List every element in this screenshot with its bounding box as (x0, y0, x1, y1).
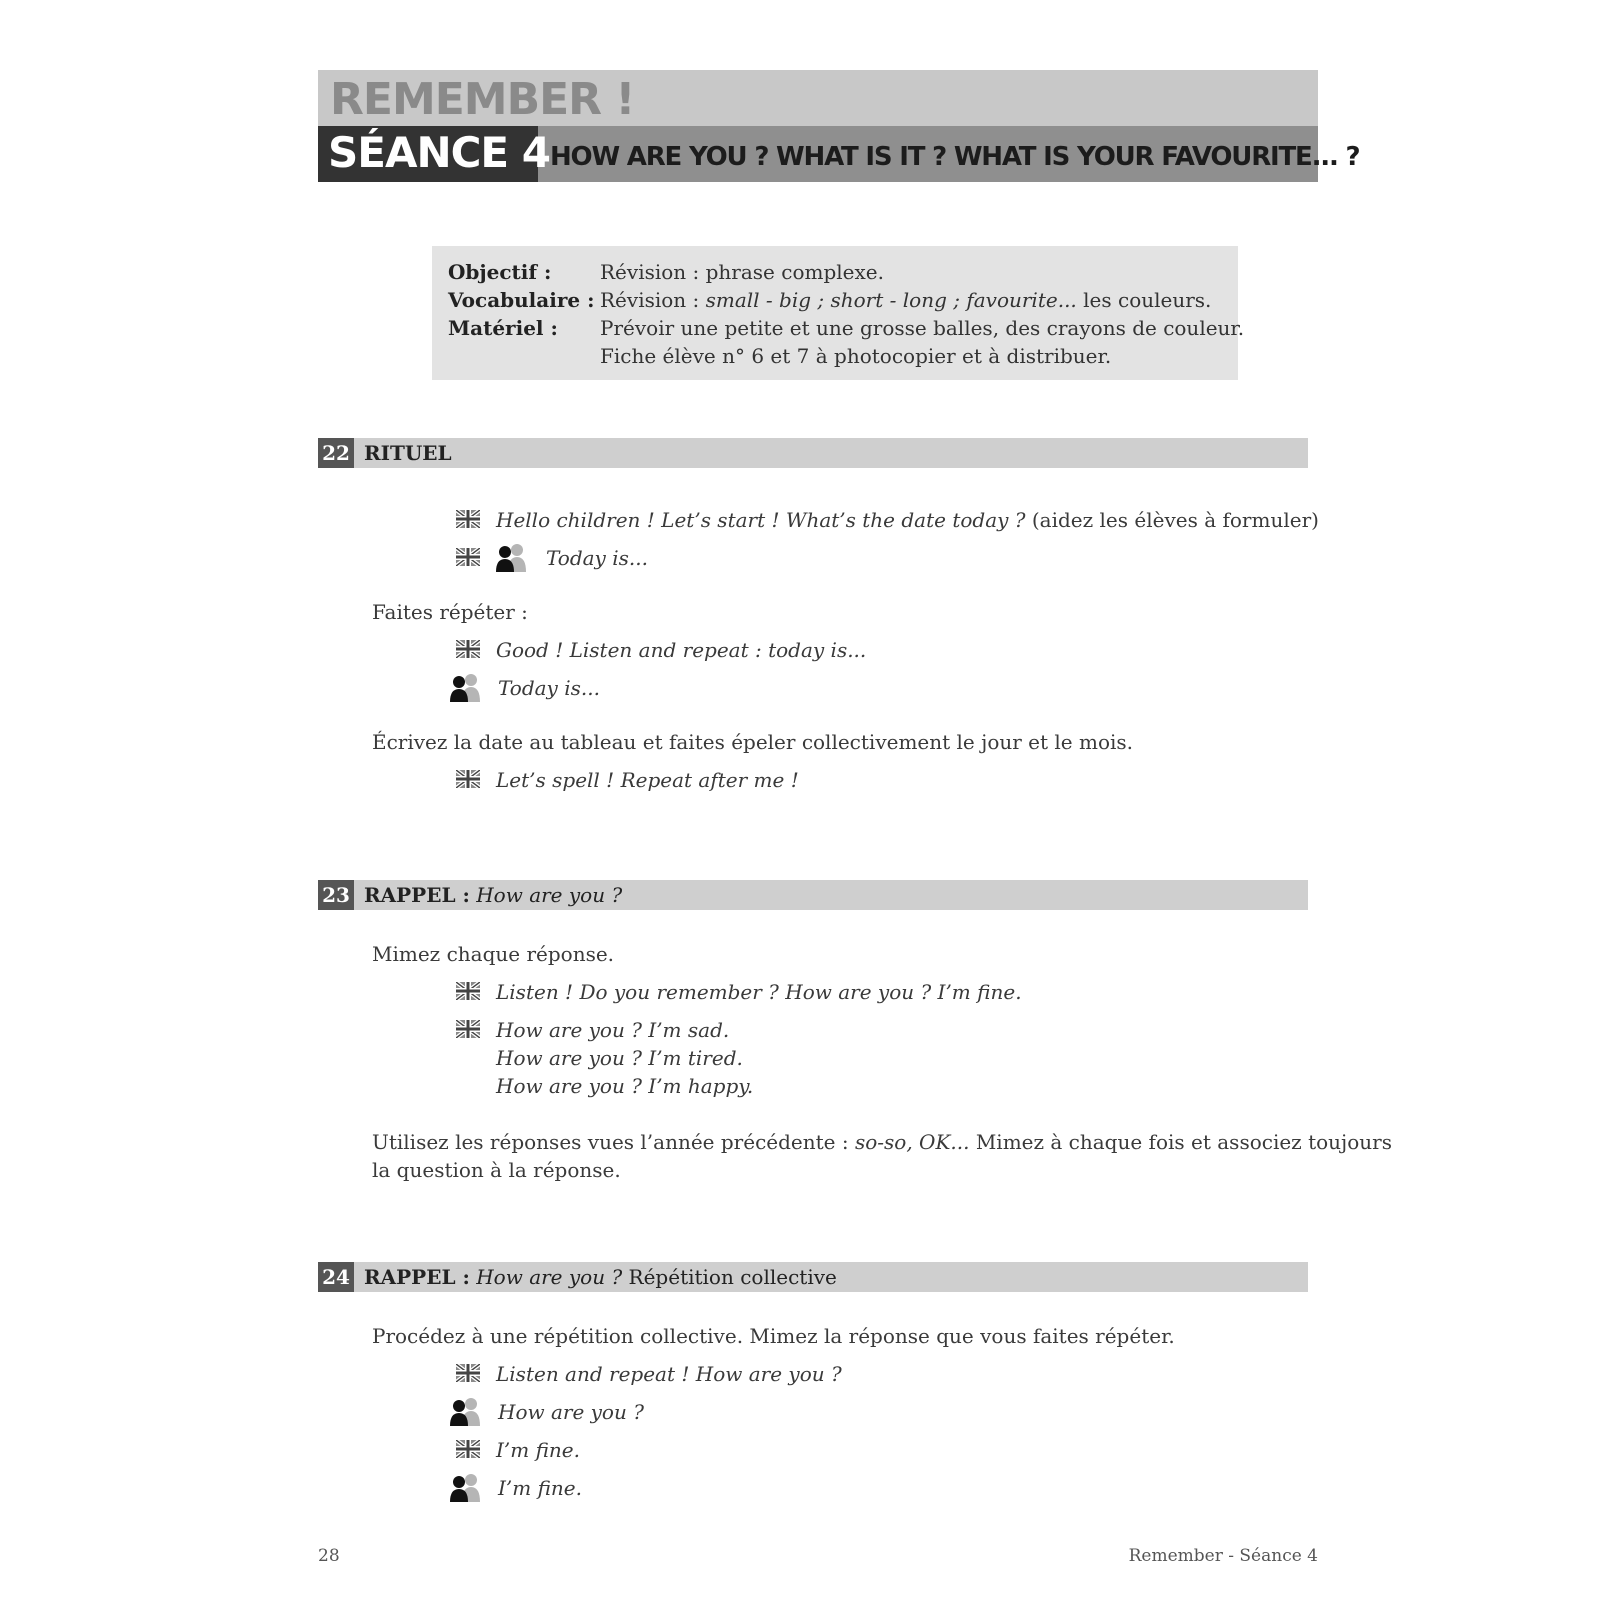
s23-intro: Mimez chaque réponse. (372, 942, 615, 966)
uk-flag-icon (456, 1440, 480, 1458)
materiel-line-2: Fiche élève n° 6 et 7 à photocopier et à distribuer. (600, 344, 1112, 368)
pupils-icon (448, 1396, 482, 1426)
vocabulaire-value: Révision : small - big ; short - long ; favourite... les couleurs. (600, 288, 1212, 312)
s22-line-2: Today is... (546, 546, 648, 570)
s23-line-3: How are you ? I’m tired. (496, 1046, 743, 1070)
s23-line-4: How are you ? I’m happy. (496, 1074, 754, 1098)
s23-paragraph-line-2: la question à la réponse. (372, 1158, 621, 1182)
uk-flag-icon (456, 510, 480, 528)
materiel-label: Matériel : (448, 316, 558, 340)
uk-flag-icon (456, 548, 480, 566)
section-24-title: RAPPEL : How are you ? Répétition collective (364, 1265, 837, 1289)
s22-intro-3: Écrivez la date au tableau et faites épeler collectivement le jour et le mois. (372, 730, 1134, 754)
section-23-title: RAPPEL : How are you ? (364, 883, 623, 907)
s22-line-1: Hello children ! Let’s start ! What’s the date today ? (aidez les élèves à formuler) (496, 508, 1319, 532)
header-remember-title: REMEMBER ! (330, 74, 635, 125)
section-22-title: RITUEL (364, 441, 452, 465)
pupils-icon (448, 1472, 482, 1502)
section-22-bar (318, 438, 1308, 468)
header-seance-title: SÉANCE 4 (328, 128, 550, 177)
s24-intro: Procédez à une répétition collective. Mimez la réponse que vous faites répéter. (372, 1324, 1175, 1348)
s23-paragraph-line-1: Utilisez les réponses vues l’année précédente : so-so, OK... Mimez à chaque fois et associez toujours (372, 1130, 1392, 1154)
uk-flag-icon (456, 770, 480, 788)
s22-line-4: Today is... (498, 676, 600, 700)
objectif-value: Révision : phrase complexe. (600, 260, 884, 284)
objectif-label: Objectif : (448, 260, 552, 284)
s23-line-1: Listen ! Do you remember ? How are you ? I’m fine. (496, 980, 1022, 1004)
running-title: Remember - Séance 4 (1128, 1546, 1318, 1566)
uk-flag-icon (456, 1364, 480, 1382)
s22-line-3: Good ! Listen and repeat : today is... (496, 638, 867, 662)
s24-line-2: How are you ? (498, 1400, 644, 1424)
materiel-line-1: Prévoir une petite et une grosse balles, des crayons de couleur. (600, 316, 1245, 340)
section-23-number: 23 (318, 880, 354, 910)
s22-line-5: Let’s spell ! Repeat after me ! (496, 768, 799, 792)
uk-flag-icon (456, 640, 480, 658)
uk-flag-icon (456, 982, 480, 1000)
section-24-number: 24 (318, 1262, 354, 1292)
header-subtitle: HOW ARE YOU ? WHAT IS IT ? WHAT IS YOUR FAVOURITE... ? (550, 142, 1360, 172)
s24-line-3: I’m fine. (496, 1438, 580, 1462)
s24-line-4: I’m fine. (498, 1476, 582, 1500)
page-number: 28 (318, 1546, 340, 1566)
section-22-number: 22 (318, 438, 354, 468)
vocabulaire-label: Vocabulaire : (448, 288, 595, 312)
s24-line-1: Listen and repeat ! How are you ? (496, 1362, 842, 1386)
uk-flag-icon (456, 1020, 480, 1038)
pupils-icon (448, 672, 482, 702)
pupils-icon (494, 542, 528, 572)
s22-intro-2: Faites répéter : (372, 600, 528, 624)
s23-line-2: How are you ? I’m sad. (496, 1018, 730, 1042)
